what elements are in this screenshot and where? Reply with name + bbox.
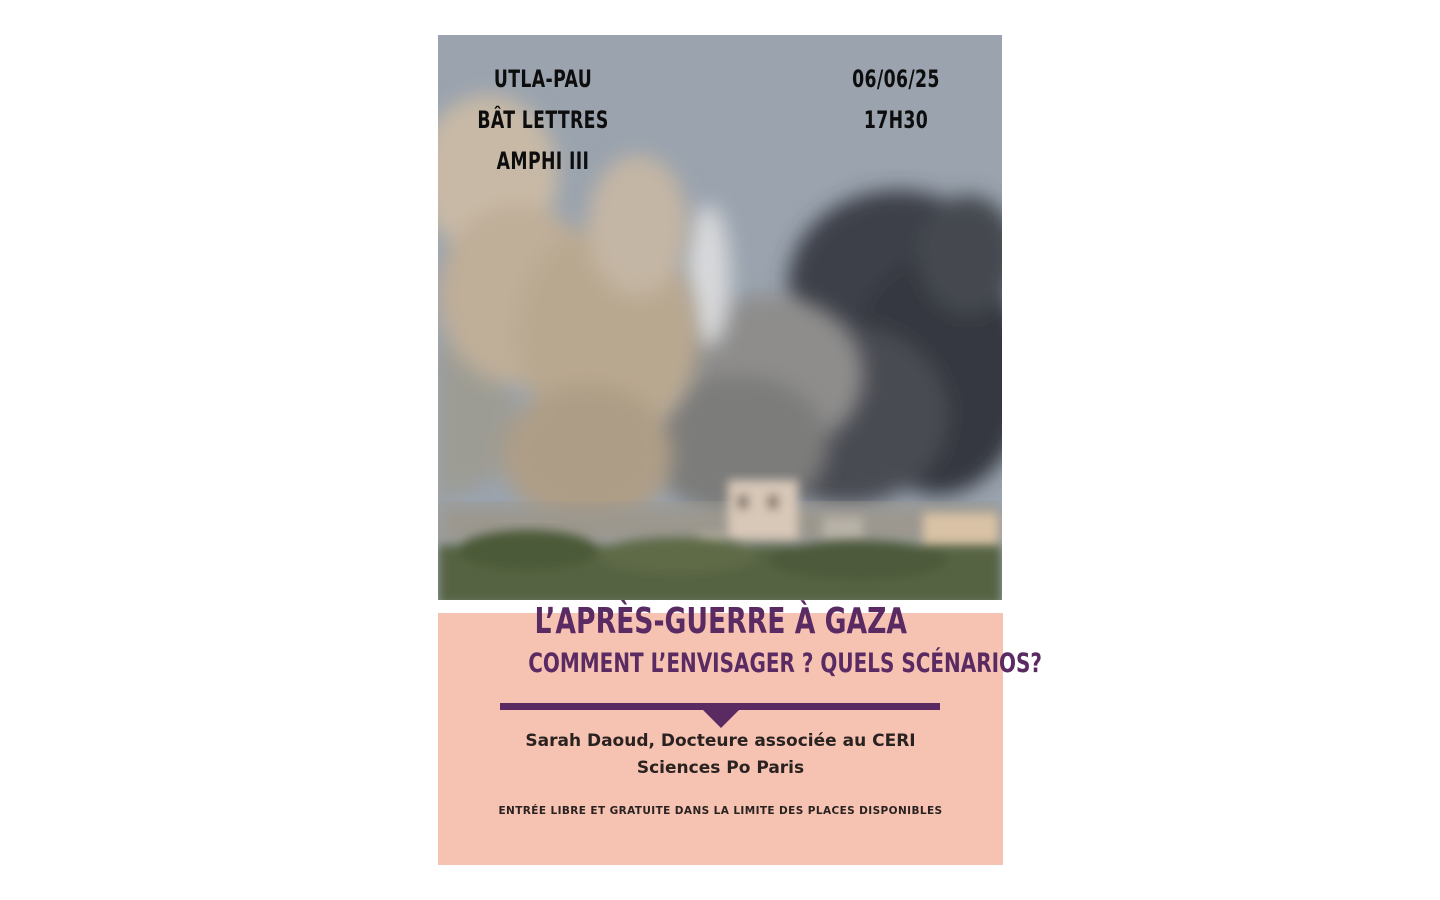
venue-line-room: AMPHI III bbox=[496, 147, 590, 175]
poster-title bbox=[438, 601, 1003, 643]
poster-title-text: L’APRÈS-GUERRE À GAZA bbox=[534, 601, 907, 642]
speaker-name: Sarah Daoud, Docteure associée au CERI bbox=[525, 731, 916, 751]
venue-line-building: BÂT LETTRES bbox=[477, 106, 609, 134]
venue-block bbox=[453, 59, 633, 182]
speaker-block bbox=[438, 728, 1003, 782]
poster-subtitle-text: COMMENT L’ENVISAGER ? QUELS SCÉNARIOS? bbox=[528, 648, 1043, 679]
venue-line-institution: UTLA-PAU bbox=[493, 65, 593, 93]
speaker-affiliation: Sciences Po Paris bbox=[636, 758, 805, 778]
divider-arrow-icon bbox=[702, 709, 740, 728]
event-poster bbox=[438, 35, 1043, 865]
entry-note: ENTRÉE LIBRE ET GRATUITE DANS LA LIMITE DES PLACES DISPONIBLES bbox=[498, 805, 943, 817]
smoke-photo bbox=[438, 35, 1002, 600]
event-date: 06/06/25 bbox=[852, 65, 940, 93]
event-time: 17H30 bbox=[863, 106, 929, 134]
datetime-block bbox=[806, 59, 986, 141]
poster-subtitle bbox=[438, 644, 1043, 684]
